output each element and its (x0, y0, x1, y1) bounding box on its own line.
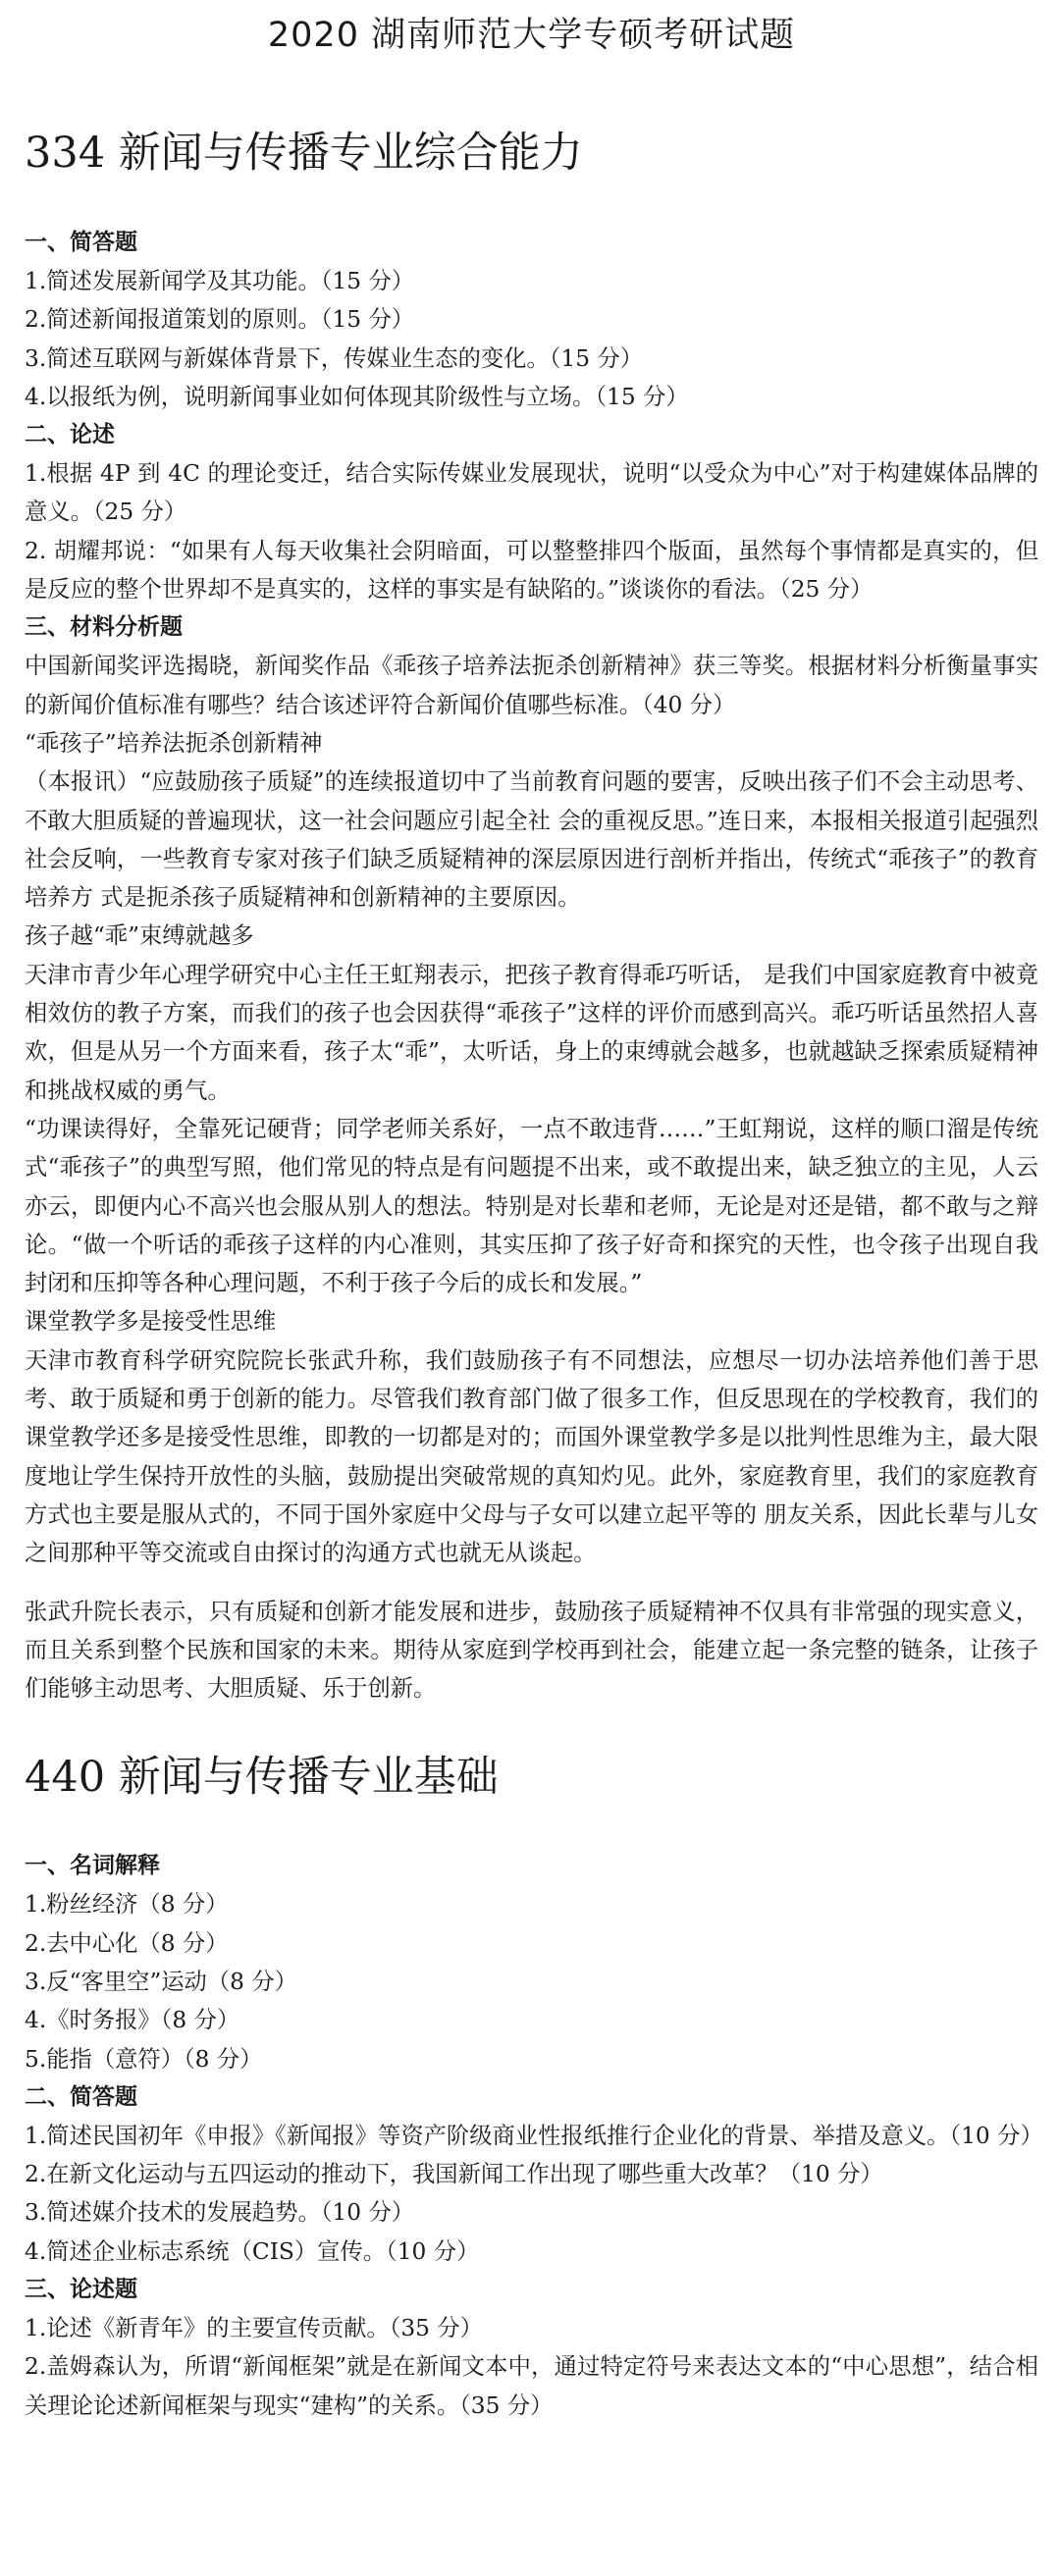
course-334-body (25, 224, 1038, 1708)
question-item: 5.能指（意符）（8 分） (25, 2045, 263, 2073)
question-item: 2.简述新闻报道策划的原则。（15 分） (25, 306, 415, 334)
question-item: 1.简述民国初年《申报》《新闻报》等资产阶级商业性报纸推行企业化的背景、举措及意义。（10 分） (25, 2122, 1043, 2149)
question-item: 4.以报纸为例，说明新闻事业如何体现其阶级性与立场。（15 分） (25, 383, 689, 410)
paragraph-gap (25, 1573, 1038, 1593)
section-heading-short-answer: 二、简答题 (25, 2083, 137, 2110)
question-item: 2.盖姆森认为，所谓“新闻框架”就是在新闻文本中，通过特定符号来表达文本的“中心思想”，结合相关理论论述新闻框架与现实“建构”的关系。（35 分） (25, 2353, 1038, 2419)
material-question: 中国新闻奖评选揭晓，新闻奖作品《乖孩子培养法扼杀创新精神》获三等奖。根据材料分析衡量事实的新闻价值标准有哪些？结合该述评符合新闻价值哪些标准。（40 分） (25, 653, 1038, 718)
question-item: 2.去中心化（8 分） (25, 1929, 229, 1957)
question-item: 1.根据 4P 到 4C 的理论变迁，结合实际传媒业发展现状，说明“以受众为中心”对于构建媒体品牌的意义。（25 分） (25, 460, 1038, 526)
question-item: 3.反“客里空”运动（8 分） (25, 1968, 297, 1995)
question-item: 1.论述《新青年》的主要宣传贡献。（35 分） (25, 2315, 483, 2342)
section-heading-material-analysis: 三、材料分析题 (25, 614, 183, 641)
material-paragraph: 张武升院长表示，只有质疑和创新才能发展和进步，鼓励孩子质疑精神不仅具有非常强的现实意义，而且关系到整个民族和国家的未来。期待从家庭到学校再到社会，能建立起一条完整的链条，让孩子们能够主动思考、大胆质疑、乐于创新。 (25, 1598, 1038, 1703)
question-item: 1.简述发展新闻学及其功能。（15 分） (25, 268, 415, 294)
section-heading-essay: 三、论述题 (25, 2277, 137, 2303)
course-334-title: 334 新闻与传播专业综合能力 (25, 129, 583, 178)
material-paragraph: （本报讯）“应鼓励孩子质疑”的连续报道切中了当前教育问题的要害，反映出孩子们不会主动思考、不敢大胆质疑的普遍现状，这一社会问题应引起全社 会的重视反思。”连日来，本报相关报道引起强烈社会反响，一些教育专家对孩子们缺乏质疑精神的深层原因进行剖析并指出，传统式“乖孩子”的教育培养方 式是扼杀孩子质疑精神和创新精神的主要原因。 (25, 768, 1038, 912)
section-heading-short-answer: 一、简答题 (25, 230, 137, 255)
question-item: 2.在新文化运动与五四运动的推动下，我国新闻工作出现了哪些重大改革？（10 分） (25, 2161, 883, 2188)
material-paragraph: 天津市青少年心理学研究中心主任王虹翔表示，把孩子教育得乖巧听话， 是我们中国家庭教育中被竟相效仿的教子方案，而我们的孩子也会因获得“乖孩子”这样的评价而感到高兴。乖巧听话虽然招人喜欢，但是从另一个方面来看，孩子太“乖”，太听话，身上的束缚就会越多，也就越缺乏探索质疑精神和挑战权威的勇气。 (25, 961, 1038, 1104)
question-item: 2. 胡耀邦说：“如果有人每天收集社会阴暗面，可以整整排四个版面，虽然每个事情都是真实的，但是反应的整个世界却不是真实的，这样的事实是有缺陷的。”谈谈你的看法。（25 分） (25, 537, 1038, 604)
question-item: 3.简述媒介技术的发展趋势。（10 分） (25, 2199, 415, 2227)
material-paragraph: “功课读得好，全靠死记硬背；同学老师关系好，一点不敢违背……”王虹翔说，这样的顺口溜是传统式“乖孩子”的典型写照，他们常见的特点是有问题提不出来，或不敢提出来，缺乏独立的主见，人云亦云，即便内心不高兴也会服从别人的想法。特别是对长辈和老师，无论是对还是错，都不敢与之辩论。“做一个听话的乖孩子这样的内心准则，其实压抑了孩子好奇和探究的天性，也令孩子出现自我封闭和压抑等各种心理问题，不利于孩子今后的成长和发展。” (25, 1115, 1038, 1297)
material-subheading: 课堂教学多是接受性思维 (25, 1308, 277, 1336)
question-item: 3.简述互联网与新媒体背景下，传媒业生态的变化。（15 分） (25, 344, 644, 372)
material-paragraph: 天津市教育科学研究院院长张武升称，我们鼓励孩子有不同想法，应想尽一切办法培养他们善于思考、敢于质疑和勇于创新的能力。尽管我们教育部门做了很多工作，但反思现在的学校教育，我们的课堂教学还多是接受性思维，即教的一切都是对的；而国外课堂教学多是以批判性思维为主，最大限度地让学生保持开放性的头脑，鼓励提出突破常规的真知灼见。此外，家庭教育里，我们的家庭教育方式也主要是服从式的，不同于国外家庭中父母与子女可以建立起平等的 朋友关系，因此长辈与儿女之间那种平等交流或自由探讨的沟通方式也就无从谈起。 (25, 1346, 1038, 1567)
course-440-title: 440 新闻与传播专业基础 (25, 1753, 499, 1803)
document-title: 2020 湖南师范大学专硕考研试题 (267, 16, 796, 55)
question-item: 4.简述企业标志系统（CIS）宣传。（10 分） (25, 2237, 480, 2265)
course-440-body (25, 1847, 1043, 2425)
section-heading-terms: 一、名词解释 (25, 1853, 160, 1879)
question-item: 1.粉丝经济（8 分） (25, 1891, 229, 1919)
question-item: 4.《时务报》（8 分） (25, 2007, 240, 2034)
section-heading-essay: 二、论述 (25, 422, 115, 448)
material-headline: “乖孩子”培养法扼杀创新精神 (25, 729, 323, 757)
material-subheading: 孩子越“乖”束缚就越多 (25, 922, 254, 950)
